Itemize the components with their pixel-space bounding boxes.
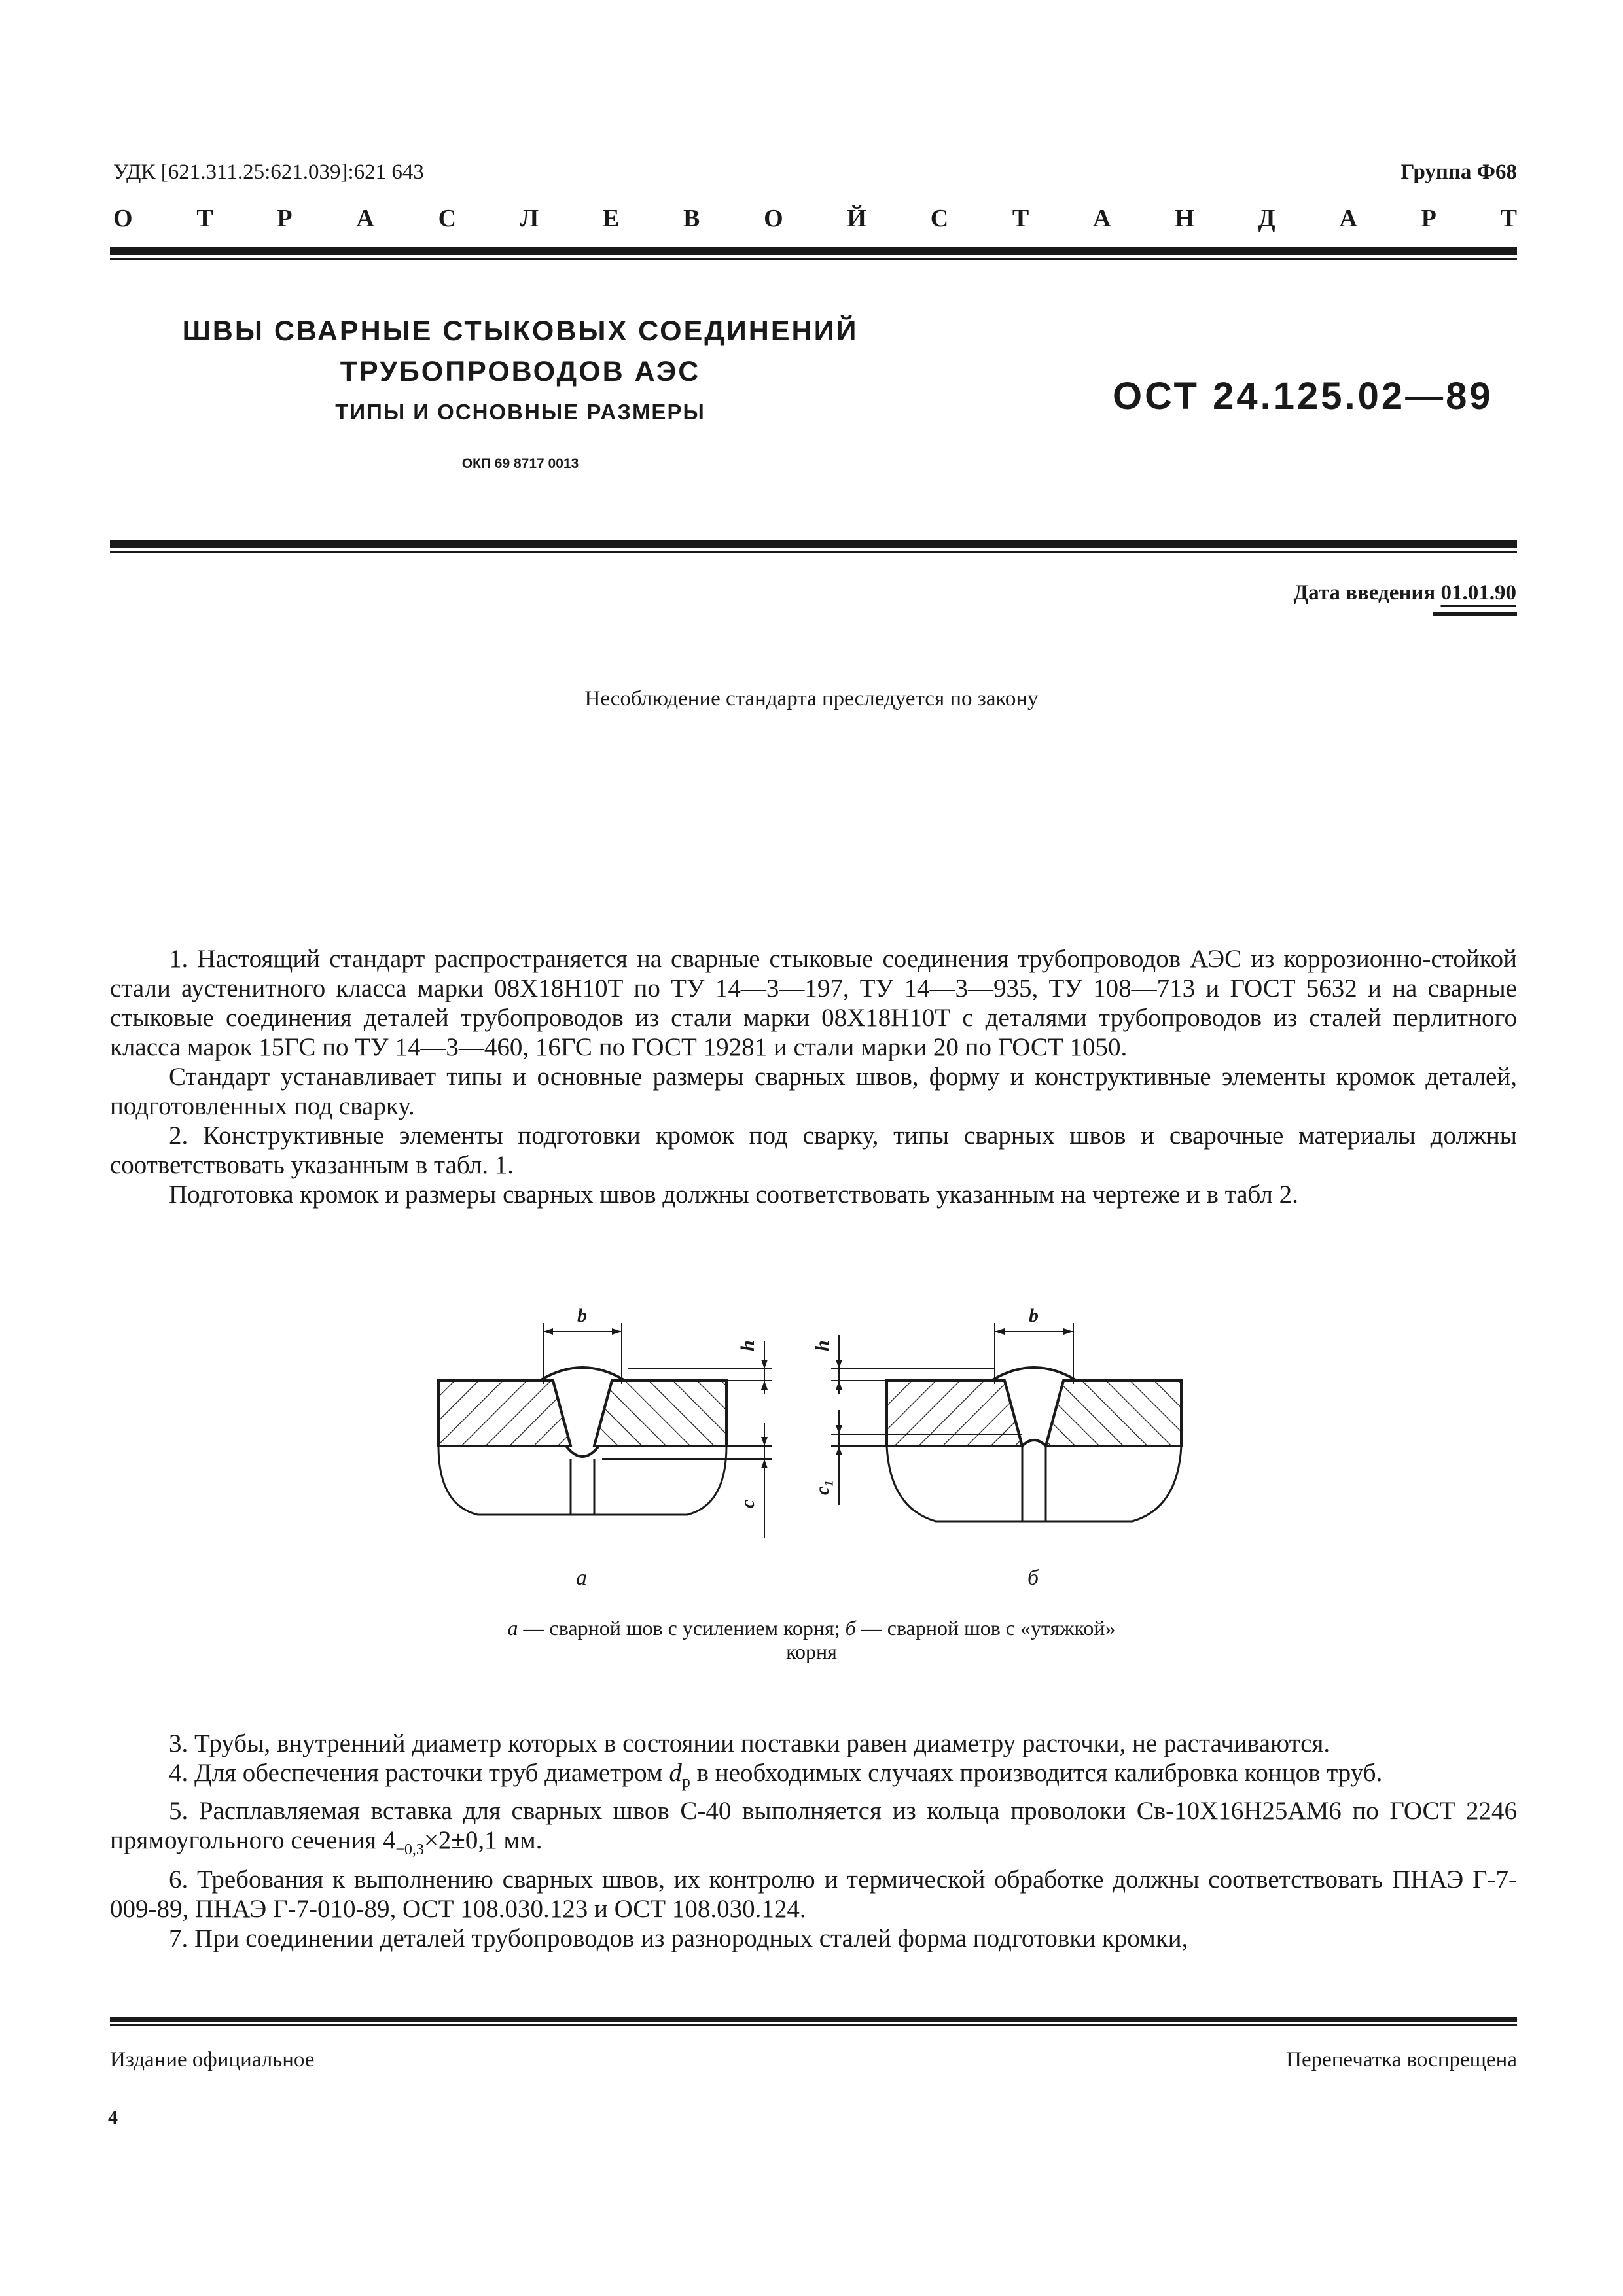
law-notice: Несоблюдение стандарта преследуется по закону xyxy=(584,687,1039,711)
standard-type-heading xyxy=(113,204,1517,233)
heading-letter: Р xyxy=(1421,205,1436,232)
subfigure-label-b: б xyxy=(1027,1566,1039,1590)
heading-letter: А xyxy=(1093,205,1111,232)
heading-letter: Л xyxy=(520,205,539,232)
title-line-1: ШВЫ СВАРНЫЕ СТЫКОВЫХ СОЕДИНЕНИЙ xyxy=(182,315,859,347)
paragraph-6: 6. Требования к выполнению сварных швов, их контролю и термической обработке должны соответствовать ПНАЭ Г-7-009-89, ПНАЭ Г-7-010-89, ОСТ 108.030.123 и ОСТ 108.030.124. xyxy=(110,1865,1517,1923)
date-label: Дата введения xyxy=(1293,581,1436,605)
drawing-b xyxy=(831,1323,1181,1521)
footer-official-edition: Издание официальное xyxy=(110,2048,315,2072)
body-text-lower xyxy=(110,1729,1517,1953)
footer-reprint-notice: Перепечатка воспрещена xyxy=(1286,2048,1517,2072)
paragraph-1: 1. Настоящий стандарт распространяется на сварные стыковые соединения трубопроводов АЭС из коррозионно-стойкой стали аустенитного класса марки 08Х18Н10Т по ТУ 14—3—197, ТУ 14—3—935, ТУ 108—713 и ГОСТ 5632 и на сварные стыковые соединения деталей трубопроводов из стали марки 08Х18Н10Т с деталями трубопроводов из сталей перлитного класса марок 15ГС по ТУ 14—3—460, 16ГС по ГОСТ 19281 и стали марки 20 по ГОСТ 1050. xyxy=(110,945,1517,1061)
group-code: Группа Ф68 xyxy=(1400,160,1517,184)
heading-letter: Т xyxy=(196,205,213,232)
heading-letter: С xyxy=(930,205,949,232)
date-underline-bar xyxy=(1433,612,1517,616)
diameter-symbol: d xyxy=(669,1759,682,1787)
heading-letter: Н xyxy=(1175,205,1194,232)
heading-letter: О xyxy=(764,205,783,232)
paragraph-2: 2. Конструктивные элементы подготовки кромок под сварку, типы сварных швов и сварочные материалы должны соответствовать указанным в табл. 1. xyxy=(110,1122,1517,1179)
tolerance-subscript: −0,3 xyxy=(395,1841,424,1858)
header-rule-thick xyxy=(110,247,1517,255)
paragraph-5-pre: 5. Расплавляемая вставка для сварных швов С-40 выполняется из кольца проволоки Св-10Х16Н25АМ6 по ГОСТ 2246 прямоугольного сечения 4 xyxy=(110,1796,1517,1854)
paragraph-5-post: ×2±0,1 мм. xyxy=(423,1826,543,1854)
dim-b-label-b: b xyxy=(1029,1305,1039,1326)
title-subtitle: ТИПЫ И ОСНОВНЫЕ РАЗМЕРЫ xyxy=(335,400,705,424)
footer-rule-thick xyxy=(110,2017,1517,2022)
heading-letter: Т xyxy=(1012,205,1029,232)
okp-code: ОКП 69 8717 0013 xyxy=(461,456,579,471)
caption-a-letter: а xyxy=(507,1616,518,1640)
footer-rule-thin xyxy=(110,2024,1517,2026)
paragraph-3: 3. Трубы, внутренний диаметр которых в состоянии поставки равен диаметру расточки, не растачиваются. xyxy=(169,1729,1330,1757)
standard-number: ОСТ 24.125.02—89 xyxy=(1113,375,1493,417)
title-line-2: ТРУБОПРОВОДОВ АЭС xyxy=(340,356,701,387)
heading-letter: Й xyxy=(847,205,866,232)
title-rule-thick xyxy=(110,540,1517,548)
page-number: 4 xyxy=(108,2107,118,2128)
dim-c1-label-b: c₁ xyxy=(812,1479,833,1495)
heading-letter: В xyxy=(683,205,700,232)
dim-c-label-a: c xyxy=(737,1499,758,1508)
heading-letter: Т xyxy=(1500,205,1517,232)
header-rule-thin xyxy=(110,258,1517,260)
heading-letter: С xyxy=(438,205,457,232)
paragraph-4-pre: 4. Для обеспечения расточки труб диаметром xyxy=(169,1759,669,1787)
drawing-a xyxy=(438,1323,772,1538)
heading-letter: А xyxy=(1339,205,1357,232)
dim-b-label-a: b xyxy=(577,1305,587,1326)
heading-letter: Д xyxy=(1258,205,1275,232)
figure-caption xyxy=(0,1616,1623,1663)
paragraph-4 xyxy=(110,1758,1517,1796)
paragraph-4-post: в необходимых случаях производится калибровка концов труб. xyxy=(690,1759,1383,1787)
caption-a-text: — сварной шов с усилением корня; xyxy=(518,1616,846,1640)
paragraph-1b: Стандарт устанавливает типы и основные размеры сварных швов, форму и конструктивные элементы кромок деталей, подготовленных под сварку. xyxy=(110,1063,1517,1120)
introduction-date xyxy=(1293,581,1516,605)
body-text-upper xyxy=(110,944,1517,1209)
heading-letter: О xyxy=(113,205,133,232)
paragraph-7: 7. При соединении деталей трубопроводов из разнородных сталей форма подготовки кромки, xyxy=(169,1924,1188,1952)
caption-line-1 xyxy=(0,1616,1623,1640)
udk-code: УДК [621.311.25:621.039]:621 643 xyxy=(113,160,424,184)
weld-joint-drawing xyxy=(419,1296,1217,1610)
paragraph-5 xyxy=(110,1796,1517,1865)
paragraph-2b: Подготовка кромок и размеры сварных швов должны соответствовать указанным на чертеже и в табл 2. xyxy=(169,1180,1298,1209)
date-value: 01.01.90 xyxy=(1440,581,1516,605)
caption-line-2: корня xyxy=(786,1640,837,1663)
title-rule-thin xyxy=(110,551,1517,553)
subfigure-label-a: а xyxy=(576,1566,587,1590)
title-block xyxy=(111,311,929,472)
dim-h-label-a: h xyxy=(737,1340,758,1351)
caption-b-text: — сварной шов с «утяжкой» xyxy=(855,1616,1116,1640)
diameter-subscript: р xyxy=(681,1771,690,1791)
dim-h-label-b: h xyxy=(812,1340,833,1351)
caption-b-letter: б xyxy=(845,1616,856,1640)
heading-letter: Е xyxy=(602,205,620,232)
heading-letter: Р xyxy=(277,205,293,232)
heading-letter: А xyxy=(356,205,374,232)
